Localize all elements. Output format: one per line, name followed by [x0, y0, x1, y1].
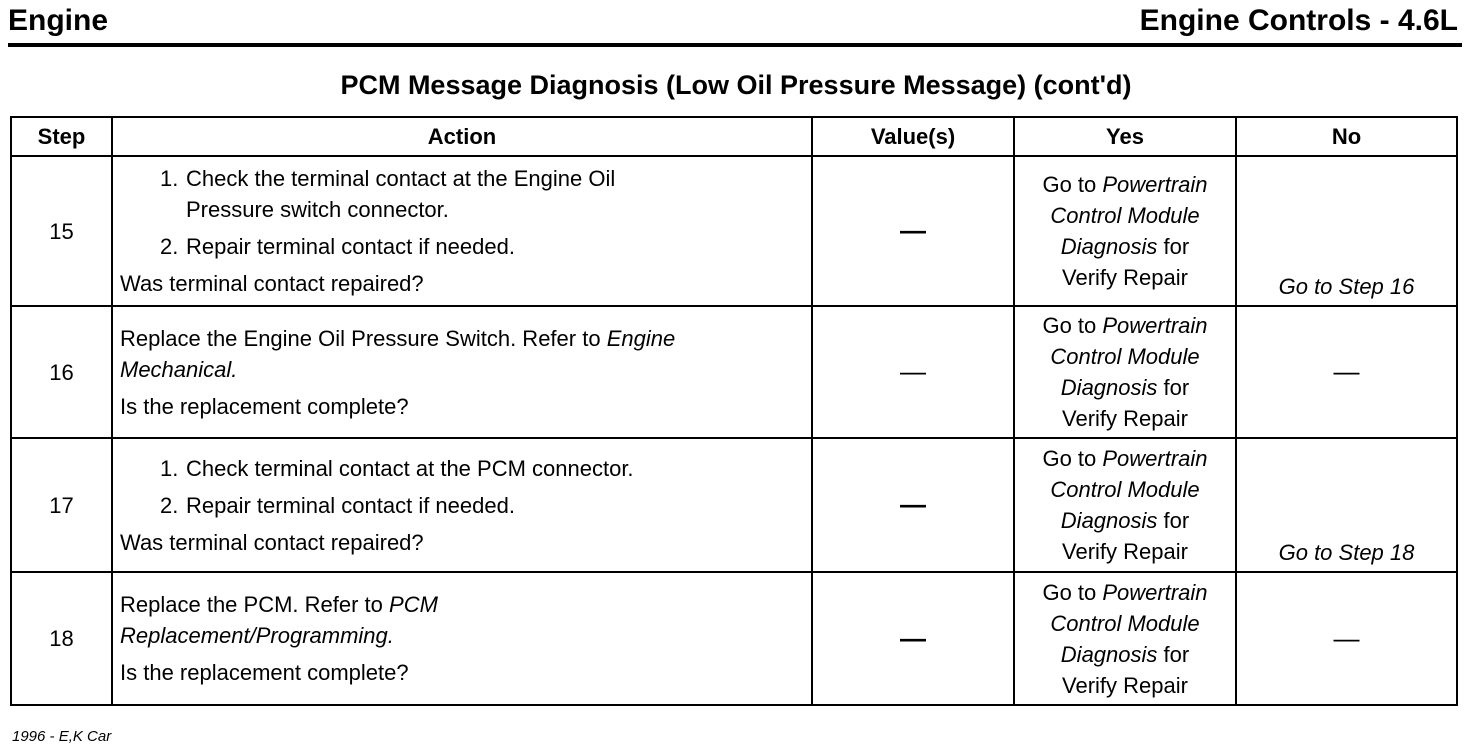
yes-reference: Control Module	[1050, 610, 1200, 636]
column-header-yes: Yes	[1014, 117, 1236, 156]
table-header-row	[11, 117, 1457, 156]
table-row	[11, 572, 1457, 705]
yes-suffix: for	[1157, 375, 1190, 400]
yes-suffix: for	[1157, 641, 1190, 667]
action-cell	[112, 572, 812, 705]
section-title: Engine	[8, 4, 109, 37]
column-header-no: No	[1236, 117, 1457, 156]
step-number: 15	[11, 156, 112, 306]
yes-reference: Powertrain	[1102, 446, 1208, 471]
action-question: Was terminal contact repaired?	[120, 529, 424, 555]
yes-cell	[1014, 306, 1236, 438]
yes-reference: Powertrain	[1102, 579, 1208, 605]
no-cell	[1236, 156, 1457, 306]
action-item	[120, 231, 805, 262]
item-text: Check terminal contact at the PCM connector.	[186, 455, 634, 481]
yes-reference: Powertrain	[1102, 172, 1208, 197]
diagnosis-table	[10, 116, 1458, 706]
yes-reference: Diagnosis	[1060, 641, 1158, 667]
no-dash: —	[1333, 356, 1360, 386]
yes-reference: Control Module	[1050, 203, 1200, 228]
action-reference: Mechanical.	[120, 356, 238, 382]
yes-reference: Diagnosis	[1060, 375, 1158, 400]
yes-reference: Diagnosis	[1060, 234, 1158, 259]
item-number: 2.	[160, 492, 179, 518]
step-number: 18	[11, 572, 112, 705]
action-question: Is the replacement complete?	[120, 660, 409, 685]
yes-prefix: Go to	[1042, 172, 1103, 197]
yes-last: Verify Repair	[1062, 265, 1188, 290]
item-text: Repair terminal contact if needed.	[186, 234, 515, 259]
header-rule	[8, 43, 1462, 47]
column-header-values: Value(s)	[812, 117, 1014, 156]
yes-reference: Diagnosis	[1060, 508, 1158, 533]
no-reference: Go to Step 16	[1278, 274, 1415, 299]
yes-cell	[1014, 572, 1236, 705]
action-question: Was terminal contact repaired?	[120, 271, 424, 296]
yes-prefix: Go to	[1042, 579, 1103, 605]
action-cell	[112, 156, 812, 306]
item-text: Repair terminal contact if needed.	[186, 492, 515, 518]
step-number: 17	[11, 438, 112, 572]
value-cell	[812, 306, 1014, 438]
action-reference: Engine	[606, 325, 676, 351]
action-text: Replace the Engine Oil Pressure Switch. Refer to	[120, 325, 607, 351]
value-cell	[812, 438, 1014, 572]
column-header-action: Action	[112, 117, 812, 156]
yes-reference: Powertrain	[1102, 313, 1208, 338]
table-row	[11, 438, 1457, 572]
action-question: Is the replacement complete?	[120, 393, 409, 419]
value-cell	[812, 572, 1014, 705]
yes-reference: Control Module	[1050, 477, 1200, 502]
no-cell	[1236, 306, 1457, 438]
action-item	[120, 453, 805, 484]
step-number: 16	[11, 306, 112, 438]
no-cell	[1236, 572, 1457, 705]
item-number: 1.	[160, 166, 179, 191]
action-item	[120, 490, 805, 521]
yes-cell	[1014, 438, 1236, 572]
yes-cell	[1014, 156, 1236, 306]
action-reference: Replacement/Programming.	[120, 623, 394, 648]
page-footer: 1996 - E,K Car	[12, 728, 112, 745]
yes-prefix: Go to	[1042, 313, 1103, 338]
action-item	[120, 163, 805, 194]
value-dash: —	[900, 356, 926, 386]
no-reference: Go to Step 18	[1278, 540, 1415, 565]
yes-last: Verify Repair	[1062, 672, 1188, 698]
value-cell	[812, 156, 1014, 306]
action-reference: PCM	[389, 592, 438, 617]
no-cell	[1236, 438, 1457, 572]
value-dash: —	[900, 622, 926, 653]
table-row	[11, 306, 1457, 438]
action-cell	[112, 306, 812, 438]
action-text: Replace the PCM. Refer to	[120, 592, 390, 617]
item-text-continued: Pressure switch connector.	[186, 197, 449, 222]
page-title: PCM Message Diagnosis (Low Oil Pressure Message) (cont'd)	[340, 70, 1132, 100]
item-text: Check the terminal contact at the Engine Oil	[186, 166, 616, 191]
yes-suffix: for	[1157, 234, 1190, 259]
value-dash: —	[900, 215, 926, 245]
table-row	[11, 156, 1457, 306]
yes-last: Verify Repair	[1062, 539, 1188, 564]
yes-suffix: for	[1157, 508, 1190, 533]
item-number: 1.	[160, 455, 179, 481]
no-dash: —	[1333, 622, 1360, 653]
value-dash: —	[900, 489, 926, 519]
yes-reference: Control Module	[1050, 344, 1200, 369]
yes-last: Verify Repair	[1062, 406, 1188, 431]
yes-prefix: Go to	[1042, 446, 1103, 471]
chapter-title: Engine Controls - 4.6L	[1139, 4, 1458, 37]
column-header-step: Step	[11, 117, 112, 156]
action-cell	[112, 438, 812, 572]
item-number: 2.	[160, 234, 179, 259]
